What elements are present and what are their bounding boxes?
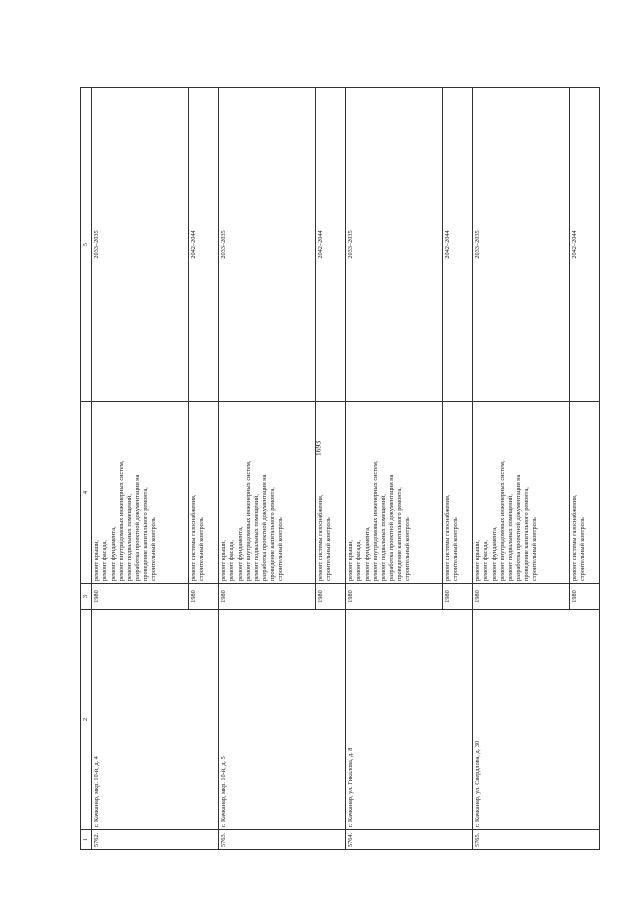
repair-work-item: ремонт фундамента,: [490, 526, 498, 581]
repair-work-item: строительный контроль: [452, 517, 460, 581]
construction-year: 1980: [316, 584, 346, 610]
column-header: 5: [81, 88, 92, 402]
repair-work-item: ремонт системы газоснабжения,: [317, 494, 325, 581]
repair-work-item: ремонт подвальных помещений,: [379, 494, 387, 581]
repair-work-item: ремонт подвальных помещений,: [506, 494, 514, 581]
repair-period: 2042–2044: [316, 88, 346, 402]
repair-period: 2042–2044: [570, 88, 600, 402]
repair-work-item: ремонт фасада,: [482, 540, 490, 581]
building-address: г. Качканар, мкр. 10-й, д. 5: [219, 610, 346, 830]
repair-work-item: ремонт фундамента,: [363, 526, 371, 581]
construction-year: 1980: [473, 584, 570, 610]
repair-work-item: ремонт системы газоснабжения,: [571, 494, 579, 581]
repair-work-item: ремонт подвальных помещений,: [125, 494, 133, 581]
repair-work-item: разработка проектной документации на: [134, 474, 142, 581]
construction-year: 1980: [92, 584, 189, 610]
construction-year: 1980: [346, 584, 443, 610]
table-body: [92, 88, 600, 850]
repair-work-item: разработка проектной документации на: [261, 474, 269, 581]
repair-work-item: проведение капитального ремонта,: [523, 487, 531, 581]
repair-period: 2042–2044: [443, 88, 473, 402]
row-number: 5762.: [92, 830, 219, 850]
repair-work-item: ремонт внутридомовых инженерных систем,: [244, 460, 252, 581]
repair-work-item: ремонт крыши,: [220, 539, 228, 581]
repair-work-item: строительный контроль: [579, 517, 587, 581]
repair-work-item: проведение капитального ремонта,: [396, 487, 404, 581]
column-header: 2: [81, 610, 92, 830]
repair-period: 2042–2044: [189, 88, 219, 402]
page-number: 1693: [313, 441, 323, 456]
column-header: 4: [81, 402, 92, 584]
row-number: 5763.: [219, 830, 346, 850]
repair-work-item: строительный контроль: [198, 517, 206, 581]
building-address: г. Качканар, ул. Гикалова, д. 8: [346, 610, 473, 830]
construction-year: 1980: [219, 584, 316, 610]
building-address: г. Качканар, ул. Свердлова, д. 30: [473, 610, 600, 830]
repair-work-item: строительный контроль: [277, 517, 285, 581]
column-header: 1: [81, 830, 92, 850]
repair-work-item: ремонт внутридомовых инженерных систем,: [117, 460, 125, 581]
repair-works-list: [189, 402, 219, 584]
rotated-page-content: [80, 88, 600, 850]
table-row: [92, 88, 189, 850]
repair-work-item: ремонт крыши,: [347, 539, 355, 581]
repair-work-item: ремонт подвальных помещений,: [252, 494, 260, 581]
table-row: [473, 88, 570, 850]
repair-period: 2033–2035: [346, 88, 443, 402]
row-number: 5764.: [346, 830, 473, 850]
table-row: [346, 88, 443, 850]
repair-work-item: строительный контроль: [531, 517, 539, 581]
repair-work-item: ремонт фасада,: [101, 540, 109, 581]
repair-period: 2033–2035: [219, 88, 316, 402]
construction-year: 1980: [570, 584, 600, 610]
repair-work-item: ремонт фундамента,: [109, 526, 117, 581]
repair-works-list: [313, 402, 346, 584]
repair-work-item: разработка проектной документации на: [515, 474, 523, 581]
repair-work-item: строительный контроль: [325, 517, 333, 581]
repair-works-list: [219, 402, 316, 584]
construction-year: 1980: [443, 584, 473, 610]
repair-work-item: ремонт крыши,: [93, 539, 101, 581]
repair-schedule-table: [80, 87, 600, 850]
repair-work-item: ремонт фасада,: [355, 540, 363, 581]
repair-work-item: проведение капитального ремонта,: [142, 487, 150, 581]
repair-work-item: ремонт системы газоснабжения,: [190, 494, 198, 581]
repair-work-item: ремонт системы газоснабжения,: [444, 494, 452, 581]
repair-work-item: ремонт фундамента,: [236, 526, 244, 581]
rotated-table-container: [80, 88, 600, 850]
repair-works-list: [570, 402, 600, 584]
repair-work-item: ремонт крыши,: [474, 539, 482, 581]
repair-period: 2033–2035: [92, 88, 189, 402]
building-address: г. Качканар, мкр. 10-й, д. 4: [92, 610, 219, 830]
repair-works-list: [346, 402, 443, 584]
repair-works-list: [473, 402, 570, 584]
construction-year: 1980: [189, 584, 219, 610]
repair-works-list: [443, 402, 473, 584]
table-row: [219, 88, 316, 850]
repair-work-item: ремонт фасада,: [228, 540, 236, 581]
repair-work-item: ремонт внутридомовых инженерных систем,: [371, 460, 379, 581]
repair-works-list: [92, 402, 189, 584]
repair-work-item: ремонт внутридомовых инженерных систем,: [498, 460, 506, 581]
row-number: 5765.: [473, 830, 600, 850]
column-header: 3: [81, 584, 92, 610]
repair-work-item: строительный контроль: [150, 517, 158, 581]
column-number-row: [81, 88, 92, 850]
repair-work-item: проведение капитального ремонта,: [269, 487, 277, 581]
repair-period: 2033–2035: [473, 88, 570, 402]
repair-work-item: строительный контроль: [404, 517, 412, 581]
repair-work-item: разработка проектной документации на: [388, 474, 396, 581]
